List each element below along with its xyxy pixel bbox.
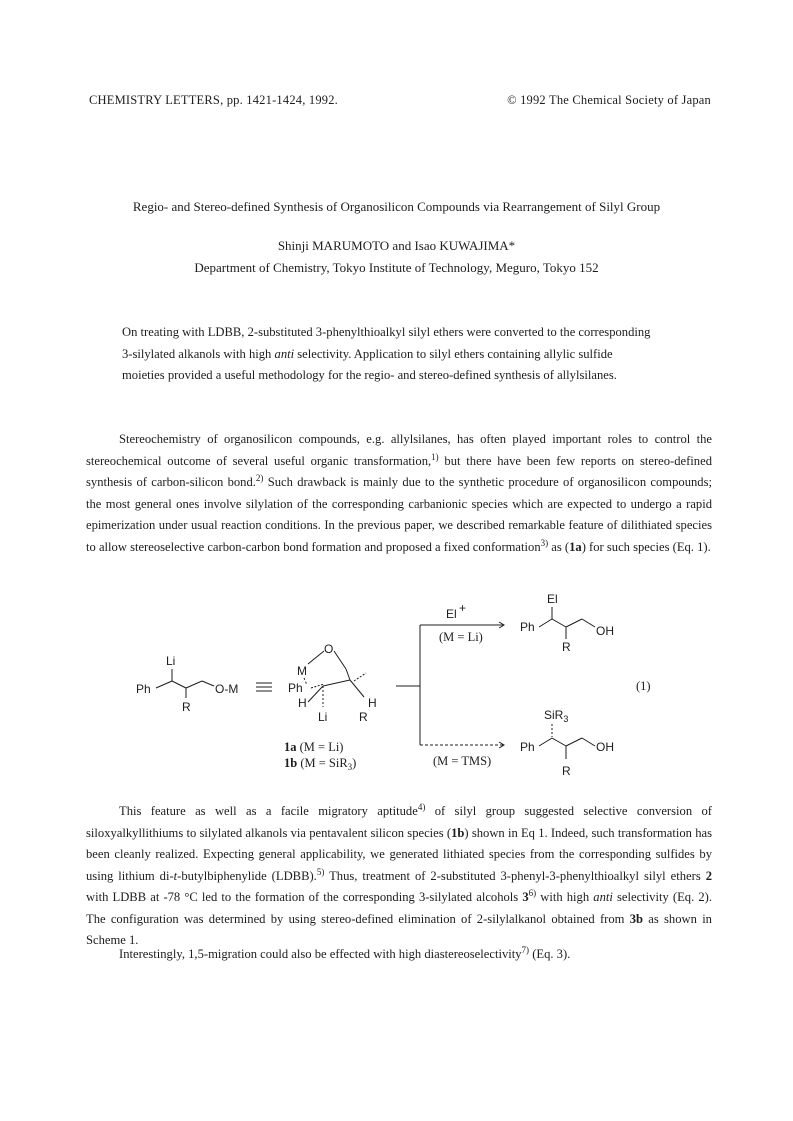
author-list: Shinji MARUMOTO and Isao KUWAJIMA* (277, 238, 516, 253)
ph-label-prod1: Ph (520, 620, 535, 634)
condition-m-li: (M = Li) (439, 630, 483, 644)
body-paragraph-1: Stereochemistry of organosilicon compounds, e.g. allylsilanes, has often played important roles to control the stereochemical outcome of several useful organic transformation,$^{1)}$ but there have been few reports on stereo-defined synthesis of carbon-silicon bond.$^{2)}$ Such drawback is mainly due to the synthetic procedure of organosilicon compounds; the most general ones involve silylation of the corresponding carbanionic species which are expected to undergo a rapid epimerization under usual reaction conditions. In the previous paper, we described remarkable feature of dilithiated species to allow stereoselective carbon-carbon bond formation and proposed a fixed conformation$^{3)}$ as (1a) for such species (Eq. 1). (86, 432, 712, 554)
el-plus-reagent: El (446, 607, 457, 621)
affiliation: Department of Chemistry, Tokyo Institute of Technology, Meguro, Tokyo 152 (194, 260, 599, 275)
h-label-ring-left: H (298, 696, 307, 710)
el-plus-charge: + (459, 601, 467, 615)
r-label-left: R (182, 700, 191, 714)
ref-5: 5) (316, 866, 325, 877)
oh-label-prod1: OH (596, 624, 614, 638)
r-label-ring: R (359, 710, 368, 724)
sir3-label: SiR$_3$ (544, 708, 569, 724)
o-label: O (324, 642, 334, 656)
ref-7: 7) (521, 944, 530, 955)
h-label-ring-right: H (368, 696, 377, 710)
ref-3: 3) (540, 537, 549, 548)
li-label: Li (166, 654, 176, 668)
ph-label-prod2: Ph (520, 740, 535, 754)
reaction-scheme-eq1 (128, 585, 668, 790)
abstract: On treating with LDBB, 2-substituted 3-phenylthioalkyl silyl ethers were converted to the corresponding 3-silylated alkanols with high anti selectivity. Application to silyl ethers containing allylic sulfide moieties provided a useful methodology for the regio- and stereo-defined synthesis of allylsilanes. (122, 325, 651, 382)
ref-4: 4) (417, 801, 426, 812)
label-1b: 1b (M = SiR$_3$) (284, 756, 357, 772)
body-paragraph-2: This feature as well as a facile migratory aptitude$^{4)}$ of silyl group suggested selective conversion of siloxyalkyllithiums to silylated alkanols via pentavalent silicon species (1b) shown in Eq 1. Indeed, such transformation has been cleanly realized. Expecting general applicability, we generated lithiated species from the corresponding sulfides by using lithium di-t-butylbiphenylide (LDBB).$^{5)}$ Thus, treatment of 2-substituted 3-phenyl-3-phenylthioalkyl silyl ethers 2 with LDBB at -78 °C led to the formation of the corresponding 3-silylated alcohols 3$^{6)}$ with high anti selectivity (Eq. 2). The configuration was determined by using stereo-defined elimination of 2-silylalkanol obtained from 3b as shown in Scheme 1. (86, 801, 713, 947)
ref-1: 1) (431, 451, 439, 462)
ph-label-left: Ph (136, 682, 151, 696)
ref-2: 2) (255, 472, 264, 483)
paper-title: Regio- and Stereo-defined Synthesis of Organosilicon Compounds via Rearrangement of Silyl Group (132, 199, 661, 214)
ref-6: 6) (528, 887, 537, 898)
copyright-notice: © 1992 The Chemical Society of Japan (507, 93, 711, 107)
journal-citation: CHEMISTRY LETTERS, pp. 1421-1424, 1992. (89, 93, 339, 107)
r-label-prod2: R (562, 764, 571, 778)
label-1a: 1a (M = Li) (284, 740, 344, 754)
el-label: El (547, 592, 558, 606)
m-label: M (297, 664, 307, 678)
oh-label-prod2: OH (596, 740, 614, 754)
ph-label-ring: Ph (288, 681, 303, 695)
r-label-prod1: R (562, 640, 571, 654)
condition-m-tms: (M = TMS) (433, 754, 492, 768)
om-label: O-M (215, 682, 239, 696)
li-label-ring: Li (318, 710, 328, 724)
equation-number: (1) (636, 679, 651, 693)
body-paragraph-3: Interestingly, 1,5-migration could also be effected with high diastereoselectivity$^{7)}$ (Eq. 3). (119, 944, 571, 961)
